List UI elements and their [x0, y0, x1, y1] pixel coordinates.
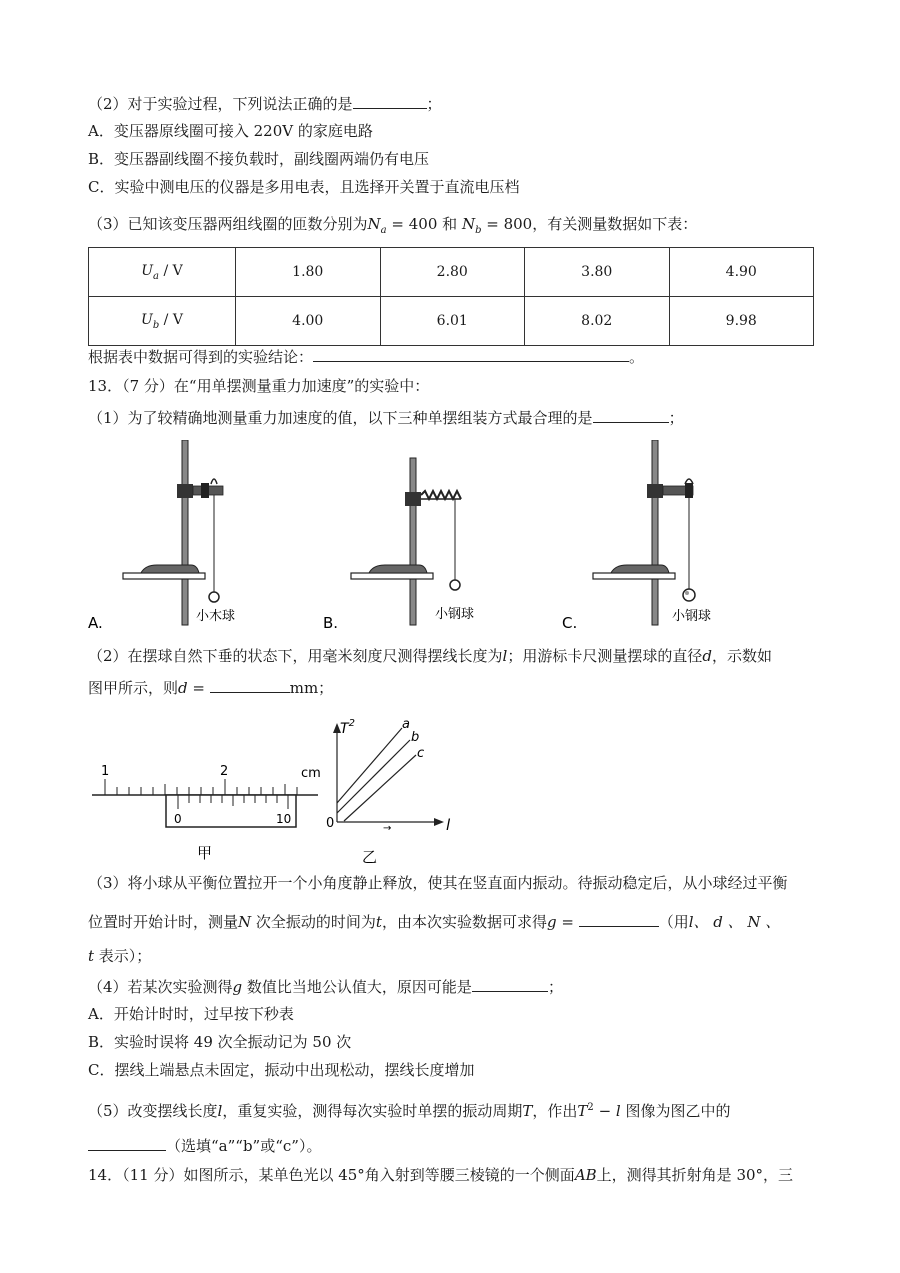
answer-blank[interactable]	[313, 345, 629, 362]
graph-label-b: b	[411, 730, 420, 745]
graph-line-c	[344, 755, 416, 821]
caption-yi: 乙	[362, 848, 378, 866]
table-cell: 1.80	[236, 248, 381, 297]
q13-part4-option-b: B．实验时误将 49 次全振动记为 50 次	[88, 1033, 352, 1051]
q13-title: 13．（7 分）在“用单摆测量重力加速度”的实验中：	[88, 377, 430, 395]
q2-option-a: A．变压器原线圈可接入 220V 的家庭电路	[88, 122, 373, 140]
q13-part4: （4）若某次实验测得g 数值比当地公认值大，原因可能是 ；	[88, 975, 563, 997]
table-cell: 8.02	[525, 297, 670, 346]
pendulum-ball	[450, 580, 460, 590]
answer-blank[interactable]	[593, 406, 669, 423]
q13-part2-line2: 图甲所示，则d = mm；	[88, 676, 333, 698]
graph-label-a: a	[402, 717, 410, 732]
q3-stem: （3）已知该变压器两组线圈的匝数分别为$N_a = 400$ 和 $N_b = 800$，有关测量数据如下表：	[88, 215, 698, 236]
table-cell: 3.80	[525, 248, 670, 297]
q3-conclusion: 根据表中数据可得到的实验结论： 。	[88, 345, 644, 367]
q13-part5-line2: （选填“a”“b”或“c”）。	[88, 1134, 321, 1156]
graph-line-b	[337, 740, 410, 813]
t2-l-graph	[326, 717, 451, 834]
caliper-main-label-1: 1	[101, 764, 110, 779]
voltage-table	[88, 247, 814, 346]
q13-part2-line1: （2）在摆球自然下垂的状态下，用毫米刻度尺测得摆线长度为l；用游标卡尺测量摆球的直径d，示数如	[88, 647, 772, 665]
fig-letter-a: A.	[88, 614, 103, 632]
caliper-and-graph-figures	[0, 705, 900, 870]
answer-blank[interactable]	[353, 92, 427, 109]
graph-arrow-mark: →	[383, 823, 392, 834]
graph-origin: 0	[326, 816, 335, 831]
pendulum-figure-c	[593, 440, 695, 625]
caliper-vernier-label-10: 10	[276, 812, 292, 826]
vernier-caliper	[92, 764, 321, 827]
caliper-vernier-label-0: 0	[174, 812, 182, 826]
q13-part5-line1: （5）改变摆线长度l，重复实验，测得每次实验时单摆的振动周期T，作出$T^2 - l$ 图像为图乙中的	[88, 1102, 731, 1120]
ball-label-a: 小木球	[196, 609, 236, 624]
fig-letter-c: C.	[562, 614, 578, 632]
ball-label-b: 小钢球	[435, 607, 475, 622]
q13-part3-line3: t 表示）；	[88, 947, 152, 965]
answer-blank[interactable]	[472, 975, 548, 992]
table-cell: 9.98	[669, 297, 814, 346]
caption-jia: 甲	[197, 844, 213, 862]
pendulum-figure-a	[123, 440, 223, 625]
q13-part4-option-c: C．摆线上端悬点未固定，振动中出现松动，摆线长度增加	[88, 1061, 475, 1079]
answer-blank[interactable]	[210, 676, 290, 693]
table-cell: 4.00	[236, 297, 381, 346]
graph-xlabel: l	[446, 816, 451, 834]
answer-blank[interactable]	[88, 1134, 166, 1151]
q2-option-b: B．变压器副线圈不接负载时，副线圈两端仍有电压	[88, 150, 430, 168]
q2-option-c: C．实验中测电压的仪器是多用电表，且选择开关置于直流电压档	[88, 178, 520, 196]
row-header-ua: $U_a$ / V	[89, 248, 236, 297]
fig-letter-b: B.	[323, 614, 339, 632]
graph-line-a	[337, 728, 402, 803]
q13-part3-line1: （3）将小球从平衡位置拉开一个小角度静止释放，使其在竖直面内振动。待振动稳定后，从小球经过平衡	[88, 874, 788, 892]
pendulum-figures	[0, 440, 900, 640]
table-row	[89, 297, 814, 346]
q13-part3-line2: 位置时开始计时，测量N 次全振动的时间为t，由本次实验数据可求得g = （用l、 d 、 N 、	[88, 910, 780, 932]
q14-stem: 14．（11 分）如图所示，某单色光以 45°角入射到等腰三棱镜的一个侧面AB上，测得其折射角是 30°，三	[88, 1166, 794, 1184]
q2-stem: （2）对于实验过程，下列说法正确的是 ；	[88, 92, 442, 114]
row-header-ub: $U_b$ / V	[89, 297, 236, 346]
ball-label-c: 小钢球	[672, 609, 712, 624]
answer-blank[interactable]	[579, 910, 659, 927]
pendulum-figure-b	[351, 458, 461, 625]
table-cell: 2.80	[380, 248, 525, 297]
q13-part1: （1）为了较精确地测量重力加速度的值，以下三种单摆组装方式最合理的是 ；	[88, 406, 684, 428]
caliper-unit-label: cm	[301, 766, 321, 781]
table-cell: 6.01	[380, 297, 525, 346]
graph-label-c: c	[417, 746, 425, 761]
table-row	[89, 248, 814, 297]
pendulum-ball	[209, 592, 219, 602]
caliper-main-label-2: 2	[220, 764, 229, 779]
table-cell: 4.90	[669, 248, 814, 297]
q13-part4-option-a: A．开始计时时，过早按下秒表	[88, 1005, 294, 1023]
graph-ylabel: $T^2$	[340, 718, 355, 737]
pendulum-ball	[683, 589, 695, 601]
